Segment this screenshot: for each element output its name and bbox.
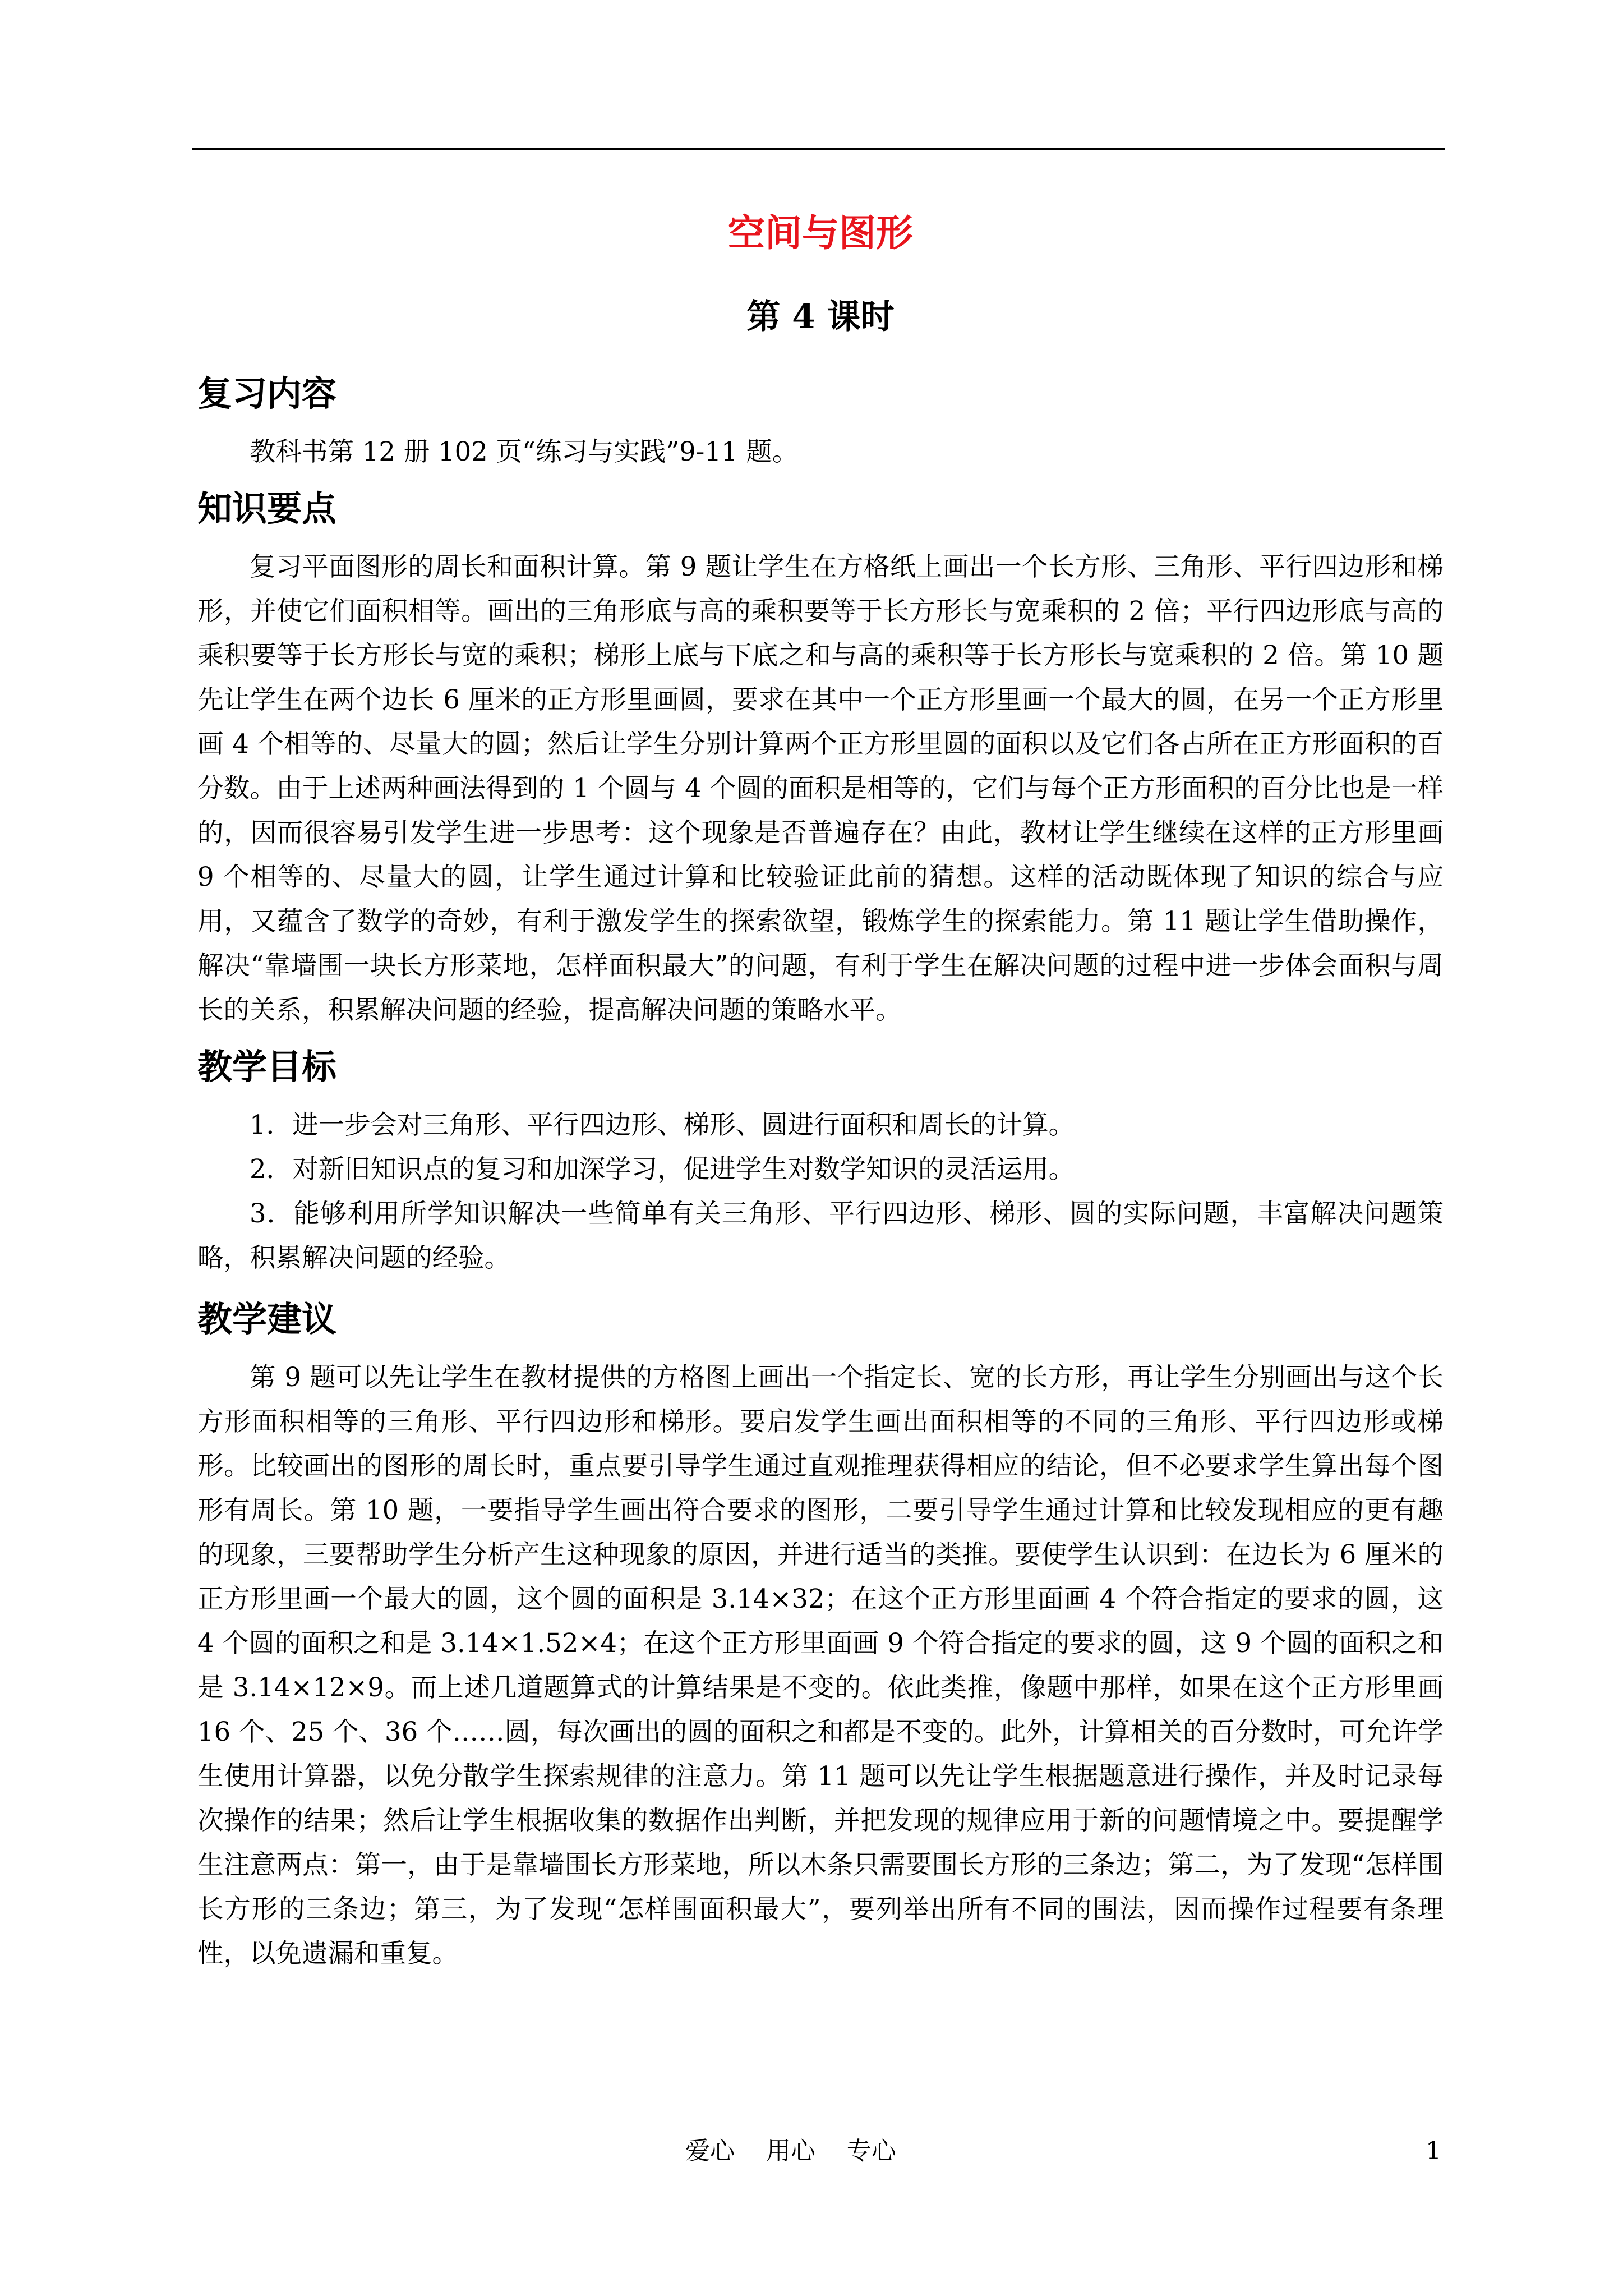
- section-review-content: [197, 367, 1444, 474]
- teaching-goal-item: 1．进一步会对三角形、平行四边形、梯形、圆进行面积和周长的计算。: [250, 1110, 1075, 1140]
- page-number: 1: [1426, 2137, 1441, 2165]
- teaching-suggestions-paragraph: 第 9 题可以先让学生在教材提供的方格图上画出一个指定长、宽的长方形，再让学生分别画出与这个长方形面积相等的三角形、平行四边形和梯形。要启发学生画出面积相等的不同的三角形、平行四边形或梯形。比较画出的图形的周长时，重点要引导学生通过直观推理获得相应的结论，但不必要求学生算出每个图形有周长。第 10 题，一要指导学生画出符合要求的图形，二要引导学生通过计算和比较发现相应的更有趣的现象，三要帮助学生分析产生这种现象的原因，并进行适当的类推。要使学生认识到：在边长为 6 厘米的正方形里画一个最大的圆，这个圆的面积是 3.14×32；在这个正方形里面画 4 个符合指定的要求的圆，这 4 个圆的面积之和是 3.14×1.52×4；在这个正方形里面画 9 个符合指定的要求的圆，这 9 个圆的面积之和是 3.14×12×9。而上述几道题算式的计算结果是不变的。依此类推，像题中那样，如果在这个正方形里画 16 个、25 个、36 个……圆，每次画出的圆的面积之和都是不变的。此外，计算相关的百分数时，可允许学生使用计算器，以免分散学生探索规律的注意力。第 11 题可以先让学生根据题意进行操作，并及时记录每次操作的结果；然后让学生根据收集的数据作出判断，并把发现的规律应用于新的问题情境之中。要提醒学生注意两点：第一，由于是靠墙围长方形菜地，所以木条只需要围长方形的三条边；第二，为了发现“怎样围长方形的三条边；第三，为了发现“怎样围面积最大”，要列举出所有不同的围法，因而操作过程要有条理性，以免遗漏和重复。: [197, 1362, 1444, 1968]
- page-footer: [0, 2132, 1623, 2171]
- section-key-points: [197, 482, 1444, 1032]
- teaching-goals-list: [197, 1103, 1444, 1280]
- section-heading-key-points: 知识要点: [197, 488, 337, 529]
- footer-motto: 爱心 用心 专心: [685, 2137, 896, 2165]
- section-heading-teaching-goals: 教学目标: [197, 1046, 337, 1087]
- lesson-title: 第 4 课时: [746, 297, 895, 337]
- header-rule: [192, 148, 1445, 150]
- document-body: [197, 208, 1444, 1984]
- section-teaching-suggestions: [197, 1292, 1444, 1976]
- section-heading-teaching-suggestions: 教学建议: [197, 1299, 337, 1340]
- section-heading-review-content: 复习内容: [197, 373, 337, 414]
- review-content-paragraph: 教科书第 12 册 102 页“练习与实践”9-11 题。: [250, 436, 799, 467]
- section-teaching-goals: [197, 1040, 1444, 1280]
- teaching-goal-item: 2．对新旧知识点的复习和加深学习，促进学生对数学知识的灵活运用。: [250, 1154, 1075, 1184]
- key-points-paragraph: 复习平面图形的周长和面积计算。第 9 题让学生在方格纸上画出一个长方形、三角形、平行四边形和梯形，并使它们面积相等。画出的三角形底与高的乘积要等于长方形长与宽乘积的 2 倍；平行四边形底与高的乘积要等于长方形长与宽的乘积；梯形上底与下底之和与高的乘积等于长方形长与宽乘积的 2 倍。第 10 题先让学生在两个边长 6 厘米的正方形里画圆，要求在其中一个正方形里画一个最大的圆，在另一个正方形里画 4 个相等的、尽量大的圆；然后让学生分别计算两个正方形里圆的面积以及它们各占所在正方形面积的百分数。由于上述两种画法得到的 1 个圆与 4 个圆的面积是相等的，它们与每个正方形面积的百分比也是一样的，因而很容易引发学生进一步思考：这个现象是否普遍存在？由此，教材让学生继续在这样的正方形里画 9 个相等的、尽量大的圆，让学生通过计算和比较验证此前的猜想。这样的活动既体现了知识的综合与应用，又蕴含了数学的奇妙，有利于激发学生的探索欲望，锻炼学生的探索能力。第 11 题让学生借助操作，解决“靠墙围一块长方形菜地，怎样面积最大”的问题，有利于学生在解决问题的过程中进一步体会面积与周长的关系，积累解决问题的经验，提高解决问题的策略水平。: [197, 551, 1444, 1025]
- teaching-goal-item: 3．能够利用所学知识解决一些简单有关三角形、平行四边形、梯形、圆的实际问题，丰富解决问题策略，积累解决问题的经验。: [197, 1198, 1444, 1273]
- document-title: 空间与图形: [728, 211, 913, 255]
